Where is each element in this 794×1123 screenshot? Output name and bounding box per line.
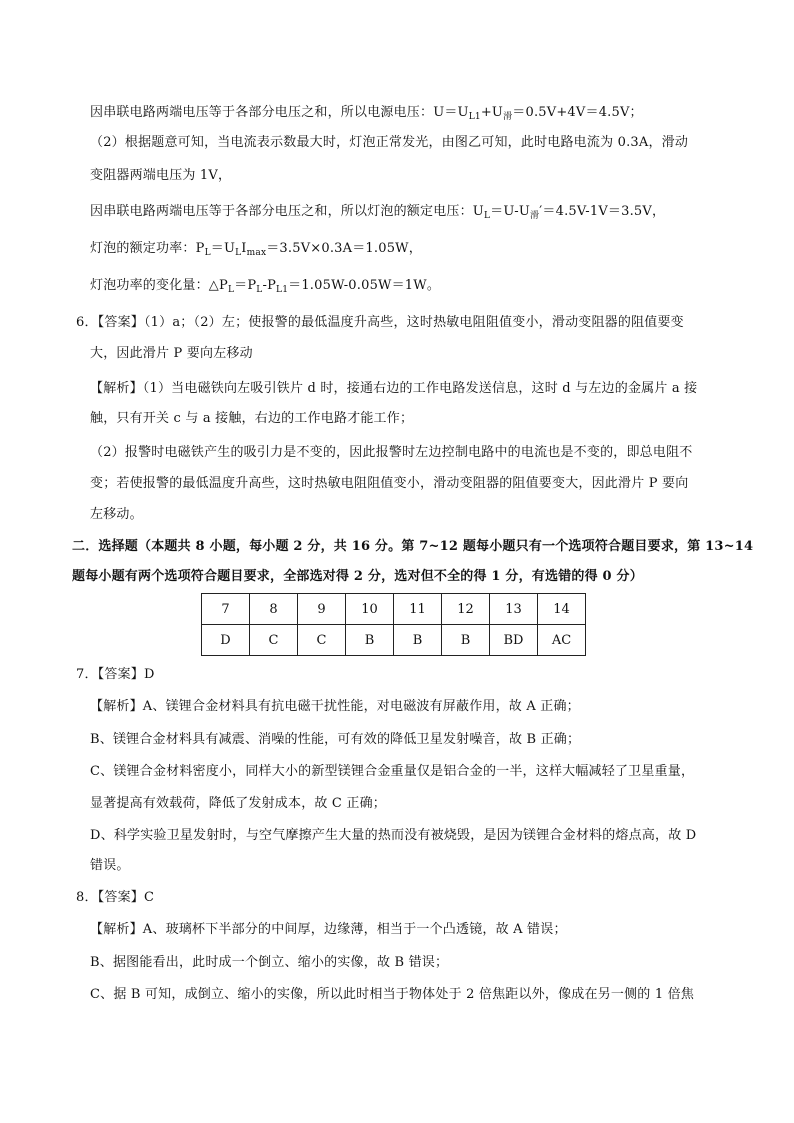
text-line — [90, 104, 643, 122]
text-line: （2）报警时电磁铁产生的吸引力是不变的，因此报警时左边控制电路中的电流也是不变的，即总电阻不 — [90, 445, 693, 460]
text-line: 触，只有开关 c 与 a 接触，右边的工作电路才能工作； — [90, 411, 414, 426]
text-segment: ′＝4.5V-1V＝3.5V， — [539, 204, 666, 219]
text-segment: 因串联电路两端电压等于各部分电压之和，所以电源电压：U＝U — [90, 105, 469, 120]
table-cell: 13 — [490, 594, 538, 625]
subscript: L — [227, 285, 235, 295]
text-segment: 灯泡功率的变化量：△P — [90, 278, 228, 293]
section-heading: 题每小题有两个选项符合题目要求，全部选对得 2 分，选对但不全的得 1 分，有选错的得 0 分） — [72, 569, 643, 584]
table-cell: C — [250, 625, 298, 656]
text-line: 左移动。 — [90, 507, 143, 522]
text-segment: ＝U — [210, 241, 236, 256]
table-cell: 14 — [538, 594, 586, 625]
text-line: B、镁锂合金材料具有减震、消噪的性能，可有效的降低卫星发射噪音，故 B 正确； — [90, 732, 581, 747]
text-line: （2）根据题意可知，当电流表示数最大时，灯泡正常发光，由图乙可知，此时电路电流为 0.3A，滑动 — [90, 135, 689, 150]
analysis-line: 【解析】A、玻璃杯下半部分的中间厚，边缘薄，相当于一个凸透镜，故 A 错误； — [90, 922, 567, 937]
text-line: B、据图能看出，此时成一个倒立、缩小的实像，故 B 错误； — [90, 955, 449, 970]
table-cell: D — [202, 625, 250, 656]
text-line: D、科学实验卫星发射时，与空气摩擦产生大量的热而没有被烧毁，是因为镁锂合金材料的熔点高，故 D — [90, 828, 697, 843]
table-row-questions — [202, 594, 586, 625]
table-cell: 11 — [394, 594, 442, 625]
subscript: L — [483, 211, 491, 221]
subscript: 滑 — [530, 211, 540, 221]
text-line: C、据 B 可知，成倒立、缩小的实像，所以此时相当于物体处于 2 倍焦距以外，像成在另一侧的 1 倍焦 — [90, 987, 695, 1002]
subscript: L1 — [276, 285, 289, 295]
table-cell: B — [442, 625, 490, 656]
text-segment: +U — [480, 105, 504, 120]
table-cell: 9 — [298, 594, 346, 625]
section-heading: 二．选择题（本题共 8 小题，每小题 2 分，共 16 分。第 7~12 题每小题只有一个选项符合题目要求，第 13~14 — [72, 539, 754, 554]
subscript: max — [246, 248, 267, 258]
text-line — [90, 240, 422, 258]
text-line: 大，因此滑片 P 要向左移动 — [90, 346, 253, 361]
analysis-line: 【解析】A、镁锂合金材料具有抗电磁干扰性能，对电磁波有屏蔽作用，故 A 正确； — [90, 699, 580, 714]
text-line: 变阻器两端电压为 1V， — [90, 168, 232, 183]
table-cell: 8 — [250, 594, 298, 625]
table-cell: 12 — [442, 594, 490, 625]
text-line — [90, 277, 440, 295]
table-cell: B — [346, 625, 394, 656]
table-cell: B — [394, 625, 442, 656]
table-cell: C — [298, 625, 346, 656]
text-segment: ＝P — [234, 278, 257, 293]
text-segment: ＝0.5V+4V＝4.5V； — [512, 105, 643, 120]
text-line: 变；若使报警的最低温度升高些，这时热敏电阻阻值变小，滑动变阻器的阻值要变大，因此滑片 P 要向 — [90, 476, 689, 491]
text-segment: 灯泡的额定功率：P — [90, 241, 205, 256]
answer-heading: 8．【答案】C — [76, 890, 155, 905]
text-segment: I — [241, 241, 247, 256]
subscript: L — [235, 248, 242, 258]
answer-table — [201, 593, 586, 656]
answer-heading: 6．【答案】（1）a；（2）左；使报警的最低温度升高些，这时热敏电阻阻值变小，滑动变阻器的阻值要变 — [76, 315, 684, 330]
text-line: 错误。 — [90, 858, 130, 873]
text-line — [90, 203, 665, 221]
analysis-line: 【解析】（1）当电磁铁向左吸引铁片 d 时，接通右边的工作电路发送信息，这时 d 与左边的金属片 a 接 — [90, 381, 698, 396]
text-line: C、镁锂合金材料密度小，同样大小的新型镁锂合金重量仅是铝合金的一半，这样大幅减轻了卫星重量， — [90, 764, 695, 779]
text-segment: ＝U-U — [490, 204, 531, 219]
subscript: 滑 — [503, 112, 513, 122]
text-line: 显著提高有效载荷，降低了发射成本，故 C 正确； — [90, 796, 387, 811]
text-segment: -P — [262, 278, 277, 293]
subscript: L — [256, 285, 263, 295]
text-segment: ＝3.5V×0.3A＝1.05W， — [266, 241, 422, 256]
subscript: L — [204, 248, 211, 258]
text-segment: 因串联电路两端电压等于各部分电压之和，所以灯泡的额定电压：U — [90, 204, 484, 219]
text-segment: ＝1.05W-0.05W＝1W。 — [288, 278, 441, 293]
table-cell: 7 — [202, 594, 250, 625]
table-cell: AC — [538, 625, 586, 656]
answer-heading: 7．【答案】D — [76, 667, 155, 682]
table-cell: BD — [490, 625, 538, 656]
subscript: L1 — [468, 112, 481, 122]
table-row-answers — [202, 625, 586, 656]
table-cell: 10 — [346, 594, 394, 625]
